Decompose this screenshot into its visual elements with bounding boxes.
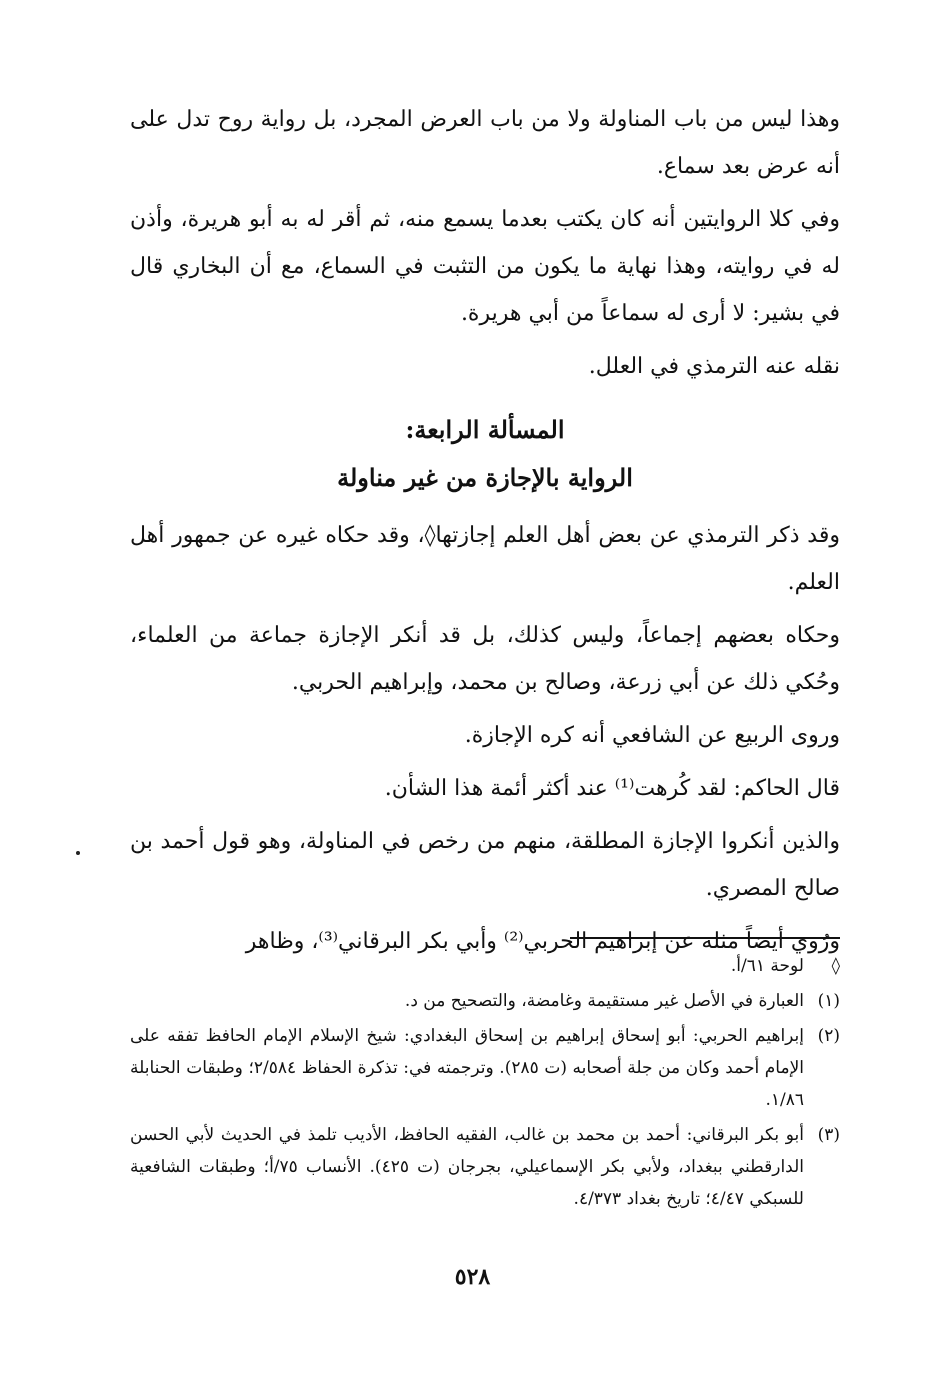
footnote-mark: (١) <box>817 991 840 1011</box>
footnote-mark: (٢) <box>817 1026 840 1046</box>
scan-speck <box>76 851 80 855</box>
paragraph: وفي كلا الروايتين أنه كان يكتب بعدما يسمع منه، ثم أقر له به أبو هريرة، وأذن له في روايته، وهذا نهاية ما يكون من التثبت في السماع، مع أن البخاري قال في بشير: لا أرى له سماعاً من أبي هريرة. <box>130 207 840 326</box>
main-text <box>130 96 840 971</box>
footnote <box>130 1020 840 1116</box>
footnote-text: العبارة في الأصل غير مستقيمة وغامضة، والتصحيح من د. <box>404 991 804 1011</box>
footnote-text: إبراهيم الحربي: أبو إسحاق إبراهيم بن إسحاق البغدادي: شيخ الإسلام الإمام الحافظ تفقه على الإمام أحمد وكان من جلة أصحابه (ت ٢٨٥). وترجمته في: تذكرة الحفاظ ٢/٥٨٤؛ وطبقات الحنابلة ١/٨٦. <box>130 1026 804 1110</box>
paragraph: وهذا ليس من باب المناولة ولا من باب العرض المجرد، بل رواية روح تدل على أنه عرض بعد سماع. <box>130 107 840 179</box>
footnote <box>130 1119 840 1215</box>
paragraph: وروى الربيع عن الشافعي أنه كره الإجازة. <box>464 723 840 748</box>
footnote-text: لوحة ٦١/أ. <box>730 956 804 976</box>
paragraph: قال الحاكم: لقد كُرهت⁽¹⁾ عند أكثر أئمة هذا الشأن. <box>384 776 840 801</box>
paragraph: وقد ذكر الترمذي عن بعض أهل العلم إجازتها◊، وقد حكاه غيره عن جمهور أهل العلم. <box>130 523 840 595</box>
paragraph: وحكاه بعضهم إجماعاً، وليس كذلك، بل قد أنكر الإجازة جماعة من العلماء، وحُكي ذلك عن أبي زرعة، وصالح بن محمد، وإبراهيم الحربي. <box>130 623 840 695</box>
page-number: ٥٢٨ <box>454 1264 491 1290</box>
paragraph: ورُوي أيضاً مثله عن إبراهيم الحربي⁽²⁾ وأبي بكر البرقاني⁽³⁾، وظاهر <box>245 929 840 954</box>
section-subtitle: الرواية بالإجازة من غير مناولة <box>337 463 633 492</box>
paragraph: نقله عنه الترمذي في العلل. <box>588 354 840 379</box>
paragraph: والذين أنكروا الإجازة المطلقة، منهم من رخص في المناولة، وهو قول أحمد بن صالح المصري. <box>130 829 840 901</box>
footnote-separator <box>570 937 840 939</box>
footnotes <box>130 950 840 1218</box>
footnote-text: أبو بكر البرقاني: أحمد بن محمد بن غالب، الفقيه الحافظ، الأديب تلمذ في الحديث لأبي الحسن الدارقطني ببغداد، ولأبي بكر الإسماعيلي، بجرجان (ت ٤٢٥). الأنساب ٧٥/أ؛ وطبقات الشافعية للسبكي ٤/٤٧؛ تاريخ بغداد ٤/٣٧٣. <box>130 1125 805 1209</box>
footnote <box>130 985 840 1017</box>
section-title: المسألة الرابعة: <box>405 415 565 444</box>
footnote <box>130 950 840 982</box>
footnote-mark: (٣) <box>817 1125 840 1145</box>
footnote-mark: ◊ <box>831 956 840 976</box>
